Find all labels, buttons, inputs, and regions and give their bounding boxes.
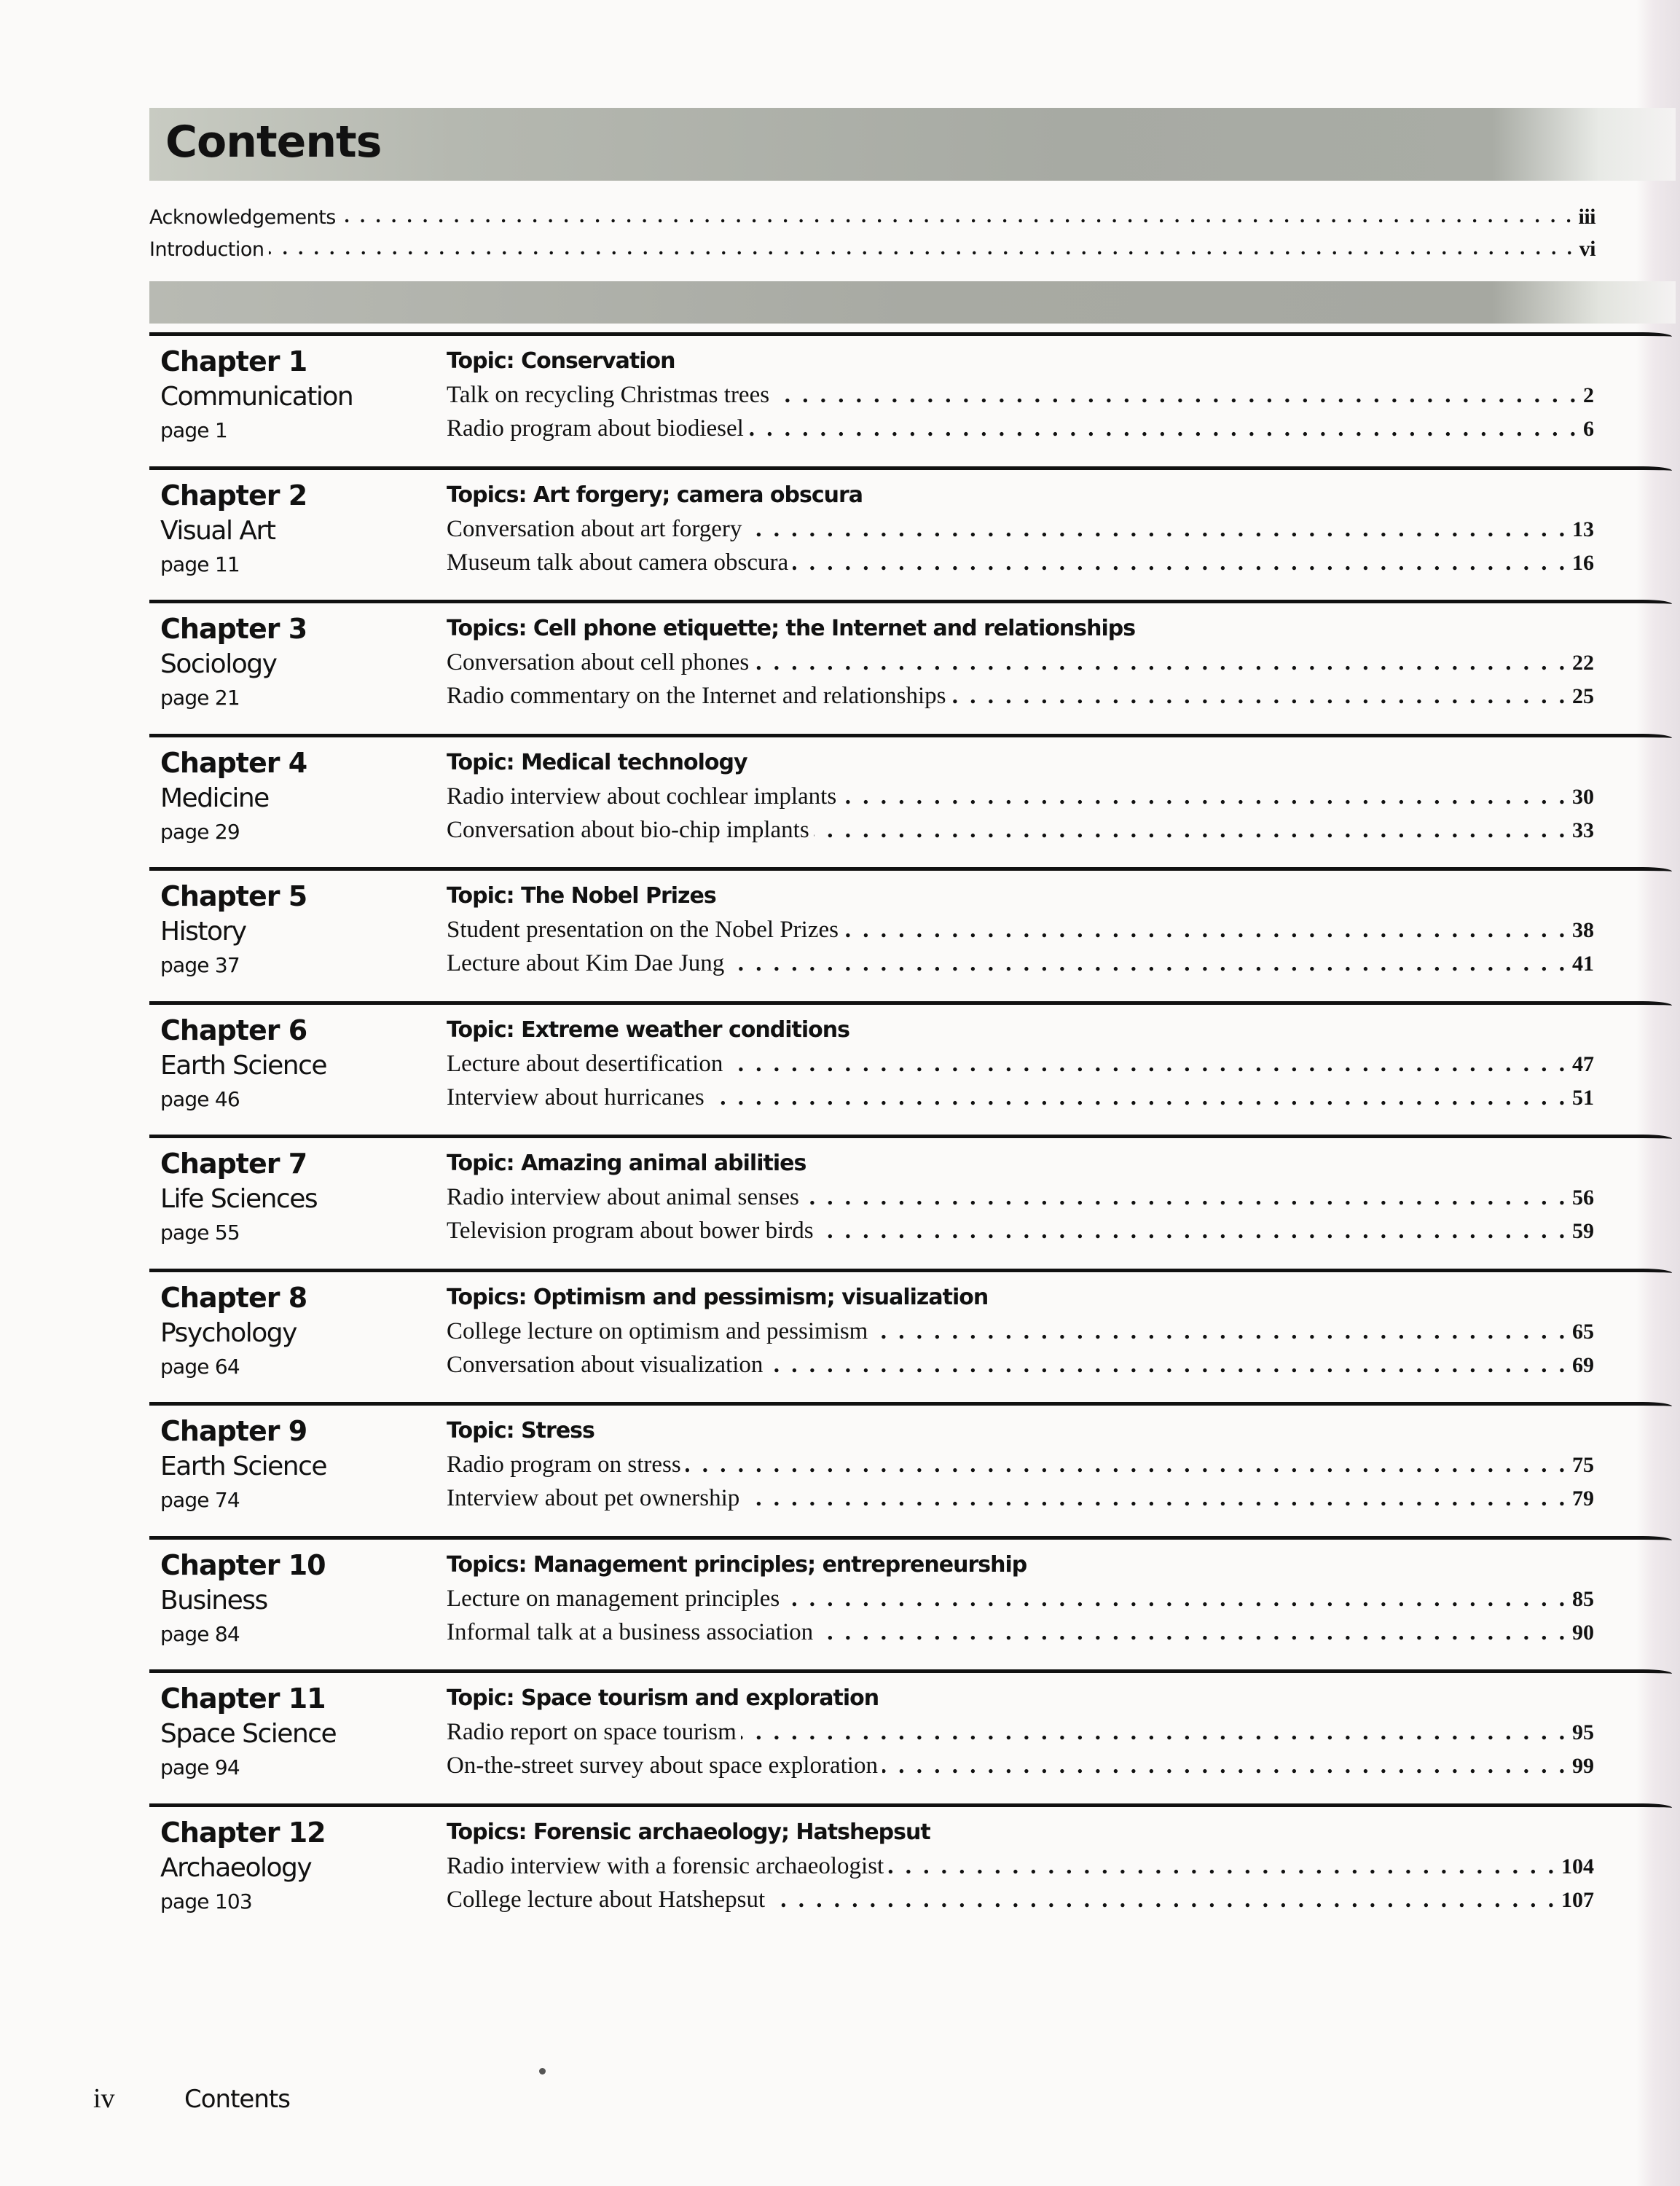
chapter-block	[149, 466, 1672, 600]
entry-title: Acknowledgements	[149, 206, 336, 229]
entry-page-number: 30	[1572, 784, 1594, 809]
chapter-start-page: page 1	[160, 418, 227, 442]
entry-title: College lecture on optimism and pessimism	[447, 1317, 868, 1344]
entry-title: Informal talk at a business association	[447, 1618, 814, 1645]
toc-entry[interactable]	[447, 1883, 1594, 1916]
toc-entry[interactable]	[447, 1849, 1594, 1883]
chapter-subject: Communication	[160, 382, 353, 412]
entry-page-number: 6	[1583, 417, 1594, 441]
chapter-start-page: page 21	[160, 686, 240, 710]
dot-leader	[841, 781, 1568, 805]
entry-title: Conversation about bio-chip implants	[447, 816, 809, 843]
chapter-contents	[447, 611, 1594, 713]
chapter-contents	[447, 477, 1594, 579]
entry-page-number: 56	[1572, 1186, 1594, 1210]
toc-entry[interactable]	[447, 646, 1594, 679]
chapter-start-page: page 46	[160, 1086, 240, 1111]
entry-title: Museum talk about camera obscura	[447, 549, 789, 576]
dot-leader	[340, 205, 1574, 225]
entry-title: Introduction	[149, 238, 264, 261]
chapter-heading	[160, 745, 423, 848]
dot-leader	[818, 1215, 1568, 1239]
entry-page-number: 2	[1583, 383, 1594, 407]
scan-speck	[539, 2068, 546, 2075]
entry-page-number: 25	[1572, 684, 1594, 708]
chapter-topic: Topics: Management principles; entrepreneurship	[447, 1551, 1027, 1578]
dot-leader	[741, 1717, 1568, 1741]
chapter-number: Chapter 11	[160, 1682, 326, 1715]
chapter-number: Chapter 3	[160, 613, 307, 645]
chapter-subject: Space Science	[160, 1719, 337, 1749]
entry-title: Student presentation on the Nobel Prizes	[447, 917, 839, 943]
chapter-subject: Earth Science	[160, 1452, 327, 1481]
chapter-contents	[447, 1012, 1594, 1114]
toc-entry[interactable]	[447, 780, 1594, 813]
toc-entry[interactable]	[447, 947, 1594, 980]
entry-page-number: iii	[1578, 205, 1595, 229]
chapter-start-page: page 64	[160, 1354, 240, 1379]
toc-entry[interactable]	[447, 913, 1594, 947]
chapter-topic: Topics: Forensic archaeology; Hatshepsut	[447, 1819, 930, 1845]
dot-leader	[817, 1617, 1568, 1641]
toc-entry[interactable]	[447, 679, 1594, 713]
entry-page-number: 104	[1561, 1854, 1594, 1879]
chapter-heading	[160, 611, 423, 714]
entry-page-number: 38	[1572, 918, 1594, 942]
toc-entry[interactable]	[447, 813, 1594, 847]
page-folio: iv	[93, 2083, 115, 2114]
chapter-topic: Topic: Conservation	[447, 348, 675, 374]
chapter-contents	[447, 1280, 1594, 1382]
chapter-number: Chapter 12	[160, 1816, 326, 1849]
dot-leader	[804, 1182, 1568, 1206]
toc-entry[interactable]	[447, 1348, 1594, 1382]
chapter-block	[149, 1269, 1672, 1403]
chapter-start-page: page 103	[160, 1889, 252, 1913]
chapter-topic: Topics: Optimism and pessimism; visualization	[447, 1284, 989, 1310]
dot-leader	[753, 647, 1568, 671]
chapter-block	[149, 1402, 1672, 1536]
toc-entry[interactable]	[447, 512, 1594, 546]
entry-page-number: 47	[1572, 1051, 1594, 1076]
chapter-number: Chapter 7	[160, 1148, 307, 1180]
entry-title: Radio interview about animal senses	[447, 1184, 799, 1210]
chapter-heading	[160, 1145, 423, 1249]
chapter-contents	[447, 1680, 1594, 1782]
entry-title: Interview about pet ownership	[447, 1485, 740, 1511]
dot-leader	[686, 1449, 1568, 1473]
chapter-number: Chapter 1	[160, 345, 307, 377]
chapter-heading	[160, 1547, 423, 1650]
chapter-start-page: page 29	[160, 819, 240, 844]
entry-title: Radio interview about cochlear implants	[447, 783, 837, 810]
entry-title: Radio interview with a forensic archaeologist	[447, 1852, 884, 1879]
chapter-topic: Topics: Art forgery; camera obscura	[447, 482, 863, 508]
chapter-list	[149, 332, 1672, 1937]
page-title: Contents	[165, 117, 382, 168]
dot-leader	[744, 1483, 1568, 1507]
dot-leader	[774, 380, 1579, 404]
section-divider-band	[149, 281, 1676, 324]
dot-leader	[727, 1049, 1568, 1073]
toc-entry[interactable]	[447, 378, 1594, 412]
toc-entry[interactable]	[447, 1481, 1594, 1515]
chapter-subject: Medicine	[160, 783, 269, 813]
entry-title: Radio commentary on the Internet and relationships	[447, 683, 946, 709]
chapter-topic: Topic: Stress	[447, 1418, 594, 1443]
dot-leader	[746, 514, 1568, 538]
entry-title: Radio report on space tourism	[447, 1719, 737, 1745]
dot-leader	[269, 238, 1575, 257]
entry-title: Interview about hurricanes	[447, 1084, 704, 1110]
chapter-block	[149, 1669, 1672, 1803]
chapter-start-page: page 11	[160, 552, 240, 576]
chapter-topic: Topic: Space tourism and exploration	[447, 1685, 879, 1711]
chapter-heading	[160, 343, 423, 447]
entry-page-number: 51	[1572, 1085, 1594, 1110]
toc-entry[interactable]	[447, 1214, 1594, 1247]
toc-entry[interactable]	[447, 1180, 1594, 1214]
chapter-contents	[447, 1547, 1594, 1649]
entry-page-number: 75	[1572, 1453, 1594, 1477]
chapter-number: Chapter 8	[160, 1281, 307, 1314]
entry-page-number: 22	[1572, 651, 1594, 675]
chapter-heading	[160, 1814, 423, 1918]
chapter-block	[149, 1803, 1672, 1938]
page-footer	[93, 2083, 290, 2115]
entry-page-number: 99	[1572, 1754, 1594, 1778]
dot-leader	[769, 1884, 1557, 1908]
toc-entry[interactable]	[447, 546, 1594, 579]
toc-entry[interactable]	[447, 1749, 1594, 1782]
toc-entry[interactable]	[447, 1582, 1594, 1615]
chapter-number: Chapter 9	[160, 1415, 307, 1447]
toc-entry[interactable]	[447, 412, 1594, 445]
chapter-subject: Archaeology	[160, 1852, 312, 1883]
toc-entry[interactable]	[447, 1448, 1594, 1481]
chapter-topic: Topic: Medical technology	[447, 749, 747, 775]
chapter-block	[149, 332, 1672, 466]
toc-entry[interactable]	[447, 1715, 1594, 1749]
chapter-start-page: page 37	[160, 953, 240, 977]
dot-leader	[729, 948, 1568, 972]
entry-page-number: 69	[1572, 1352, 1594, 1377]
entry-title: Television program about bower birds	[447, 1218, 814, 1244]
running-title: Contents	[184, 2085, 290, 2114]
toc-entry[interactable]	[447, 1047, 1594, 1081]
chapter-topic: Topic: Extreme weather conditions	[447, 1016, 849, 1043]
chapter-contents	[447, 1145, 1594, 1247]
dot-leader	[814, 815, 1568, 839]
chapter-heading	[160, 1280, 423, 1383]
chapter-subject: Visual Art	[160, 515, 275, 546]
chapter-start-page: page 74	[160, 1488, 240, 1512]
title-banner	[149, 108, 1676, 181]
chapter-contents	[447, 1814, 1594, 1916]
entry-page-number: 33	[1572, 818, 1594, 842]
chapter-heading	[160, 1680, 423, 1784]
entry-page-number: 79	[1572, 1486, 1594, 1511]
chapter-subject: Life Sciences	[160, 1184, 318, 1214]
toc-entry-acknowledgements[interactable]	[149, 204, 1595, 236]
dot-leader	[793, 547, 1568, 571]
dot-leader	[767, 1349, 1568, 1374]
entry-page-number: 65	[1572, 1319, 1594, 1344]
dot-leader	[872, 1316, 1568, 1340]
chapter-heading	[160, 1413, 423, 1516]
entry-page-number: 107	[1561, 1887, 1594, 1912]
entry-page-number: 16	[1572, 550, 1594, 575]
chapter-subject: Sociology	[160, 649, 277, 679]
chapter-subject: Business	[160, 1585, 267, 1615]
entry-title: Lecture about desertification	[447, 1050, 723, 1077]
toc-entry[interactable]	[447, 1081, 1594, 1114]
entry-page-number: vi	[1579, 237, 1595, 261]
chapter-block	[149, 600, 1672, 734]
entry-page-number: 90	[1572, 1620, 1594, 1645]
chapter-topic: Topic: The Nobel Prizes	[447, 883, 716, 909]
chapter-block	[149, 1135, 1672, 1269]
entry-title: College lecture about Hatshepsut	[447, 1886, 766, 1913]
entry-title: Radio program about biodiesel	[447, 415, 744, 442]
entry-page-number: 41	[1572, 952, 1594, 976]
chapter-number: Chapter 4	[160, 746, 307, 779]
entry-page-number: 85	[1572, 1586, 1594, 1611]
entry-page-number: 95	[1572, 1720, 1594, 1744]
chapter-start-page: page 55	[160, 1221, 240, 1245]
toc-entry[interactable]	[447, 1315, 1594, 1348]
dot-leader	[709, 1082, 1568, 1106]
chapter-subject: Psychology	[160, 1317, 297, 1348]
entry-page-number: 59	[1572, 1219, 1594, 1243]
chapter-contents	[447, 1413, 1594, 1515]
entry-title: Talk on recycling Christmas trees	[447, 382, 770, 408]
entry-title: Lecture about Kim Dae Jung	[447, 950, 725, 976]
dot-leader	[882, 1750, 1568, 1774]
chapter-number: Chapter 10	[160, 1548, 326, 1581]
entry-title: Conversation about cell phones	[447, 649, 750, 675]
chapter-contents	[447, 343, 1594, 445]
dot-leader	[888, 1851, 1557, 1875]
chapter-subject: History	[160, 917, 246, 947]
entry-title: On-the-street survey about space exploration	[447, 1752, 878, 1779]
chapter-start-page: page 94	[160, 1755, 240, 1779]
chapter-heading	[160, 477, 423, 581]
chapter-block	[149, 867, 1672, 1001]
front-matter-list	[149, 204, 1595, 268]
chapter-number: Chapter 2	[160, 479, 307, 512]
chapter-contents	[447, 745, 1594, 847]
chapter-block	[149, 1001, 1672, 1135]
chapter-topic: Topics: Cell phone etiquette; the Internet and relationships	[447, 616, 1136, 641]
chapter-block	[149, 734, 1672, 868]
toc-entry-introduction[interactable]	[149, 236, 1595, 268]
chapter-start-page: page 84	[160, 1621, 240, 1646]
chapter-topic: Topic: Amazing animal abilities	[447, 1151, 806, 1176]
entry-title: Conversation about art forgery	[447, 515, 742, 542]
chapter-heading	[160, 1012, 423, 1116]
chapter-block	[149, 1536, 1672, 1670]
entry-title: Radio program on stress	[447, 1452, 681, 1478]
toc-entry[interactable]	[447, 1615, 1594, 1649]
chapter-contents	[447, 878, 1594, 980]
chapter-number: Chapter 5	[160, 880, 307, 912]
entry-title: Lecture on management principles	[447, 1585, 780, 1612]
entry-page-number: 13	[1572, 517, 1594, 541]
dot-leader	[748, 413, 1579, 437]
entry-title: Conversation about visualization	[447, 1351, 764, 1378]
chapter-subject: Earth Science	[160, 1050, 327, 1081]
dot-leader	[950, 681, 1568, 705]
dot-leader	[784, 1583, 1568, 1607]
chapter-heading	[160, 878, 423, 982]
chapter-number: Chapter 6	[160, 1014, 307, 1046]
dot-leader	[843, 914, 1568, 939]
